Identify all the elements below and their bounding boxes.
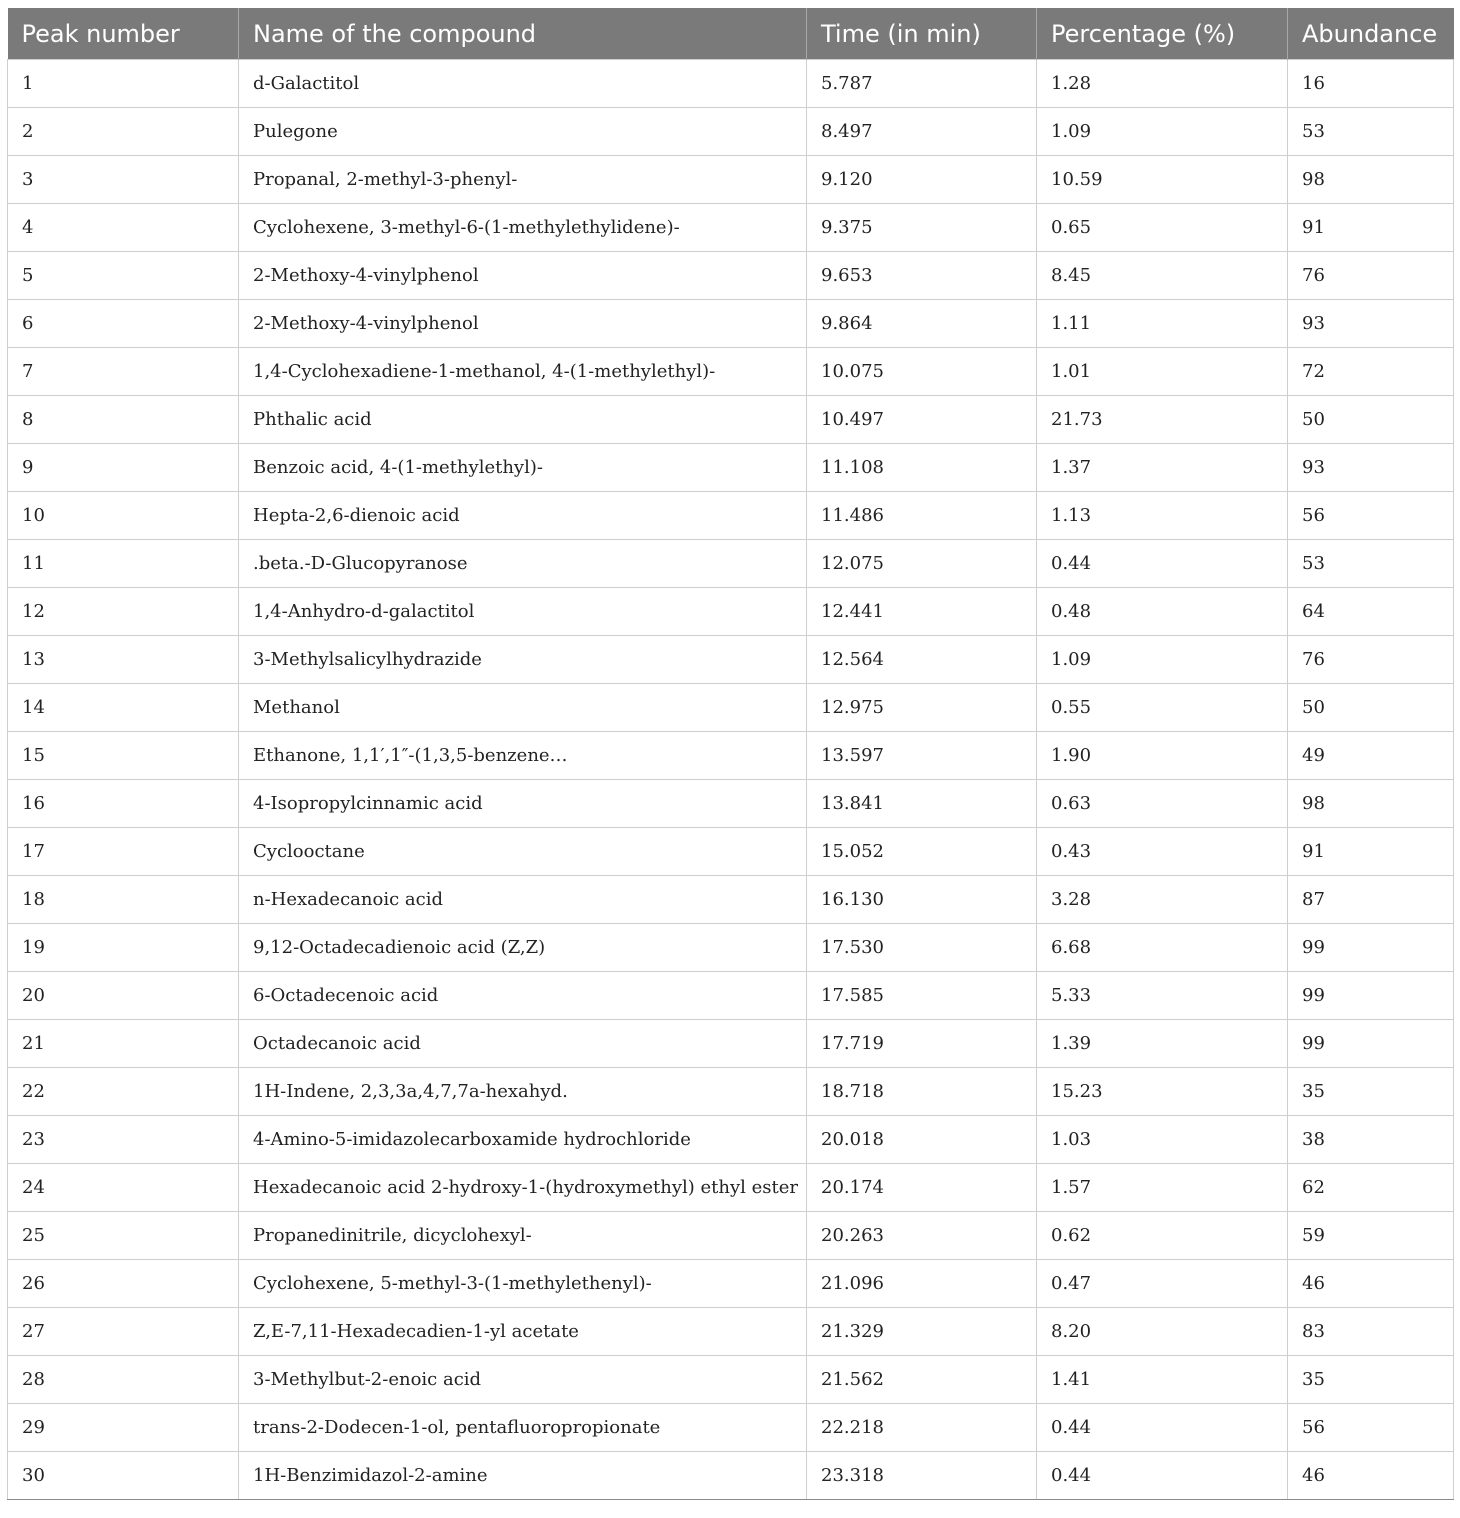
cell-compound-name: 3-Methylsalicylhydrazide	[239, 636, 807, 684]
cell-compound-name: 2-Methoxy-4-vinylphenol	[239, 300, 807, 348]
cell-time: 21.096	[807, 1260, 1037, 1308]
cell-time: 21.329	[807, 1308, 1037, 1356]
table-row	[8, 1260, 1454, 1308]
cell-time: 9.375	[807, 204, 1037, 252]
cell-compound-name: d-Galactitol	[239, 60, 807, 108]
header-abundance: Abundance	[1288, 8, 1454, 60]
cell-peak-number: 26	[8, 1260, 239, 1308]
cell-abundance: 99	[1288, 1020, 1454, 1068]
table-row	[8, 1356, 1454, 1404]
header-percentage: Percentage (%)	[1037, 8, 1288, 60]
cell-percentage: 1.01	[1037, 348, 1288, 396]
cell-abundance: 16	[1288, 60, 1454, 108]
table-row	[8, 252, 1454, 300]
cell-compound-name: 3-Methylbut-2-enoic acid	[239, 1356, 807, 1404]
cell-compound-name: Cyclohexene, 3-methyl-6-(1-methylethylidene)-	[239, 204, 807, 252]
cell-abundance: 87	[1288, 876, 1454, 924]
table-row	[8, 972, 1454, 1020]
cell-compound-name: Propanal, 2-methyl-3-phenyl-	[239, 156, 807, 204]
header-peak-number: Peak number	[8, 8, 239, 60]
cell-abundance: 62	[1288, 1164, 1454, 1212]
cell-peak-number: 24	[8, 1164, 239, 1212]
cell-abundance: 83	[1288, 1308, 1454, 1356]
cell-time: 20.263	[807, 1212, 1037, 1260]
cell-percentage: 0.47	[1037, 1260, 1288, 1308]
cell-peak-number: 21	[8, 1020, 239, 1068]
header-time: Time (in min)	[807, 8, 1037, 60]
cell-percentage: 1.57	[1037, 1164, 1288, 1212]
cell-time: 12.564	[807, 636, 1037, 684]
cell-time: 23.318	[807, 1452, 1037, 1500]
cell-peak-number: 5	[8, 252, 239, 300]
cell-compound-name: Hexadecanoic acid 2-hydroxy-1-(hydroxymethyl) ethyl ester	[239, 1164, 807, 1212]
cell-abundance: 91	[1288, 828, 1454, 876]
cell-peak-number: 2	[8, 108, 239, 156]
cell-peak-number: 27	[8, 1308, 239, 1356]
table-row	[8, 1164, 1454, 1212]
table-row	[8, 348, 1454, 396]
table-row	[8, 540, 1454, 588]
cell-time: 17.719	[807, 1020, 1037, 1068]
cell-percentage: 3.28	[1037, 876, 1288, 924]
table-row	[8, 1068, 1454, 1116]
cell-percentage: 8.45	[1037, 252, 1288, 300]
table-row	[8, 1212, 1454, 1260]
cell-compound-name: trans-2-Dodecen-1-ol, pentafluoropropionate	[239, 1404, 807, 1452]
cell-time: 8.497	[807, 108, 1037, 156]
cell-compound-name: Octadecanoic acid	[239, 1020, 807, 1068]
cell-compound-name: Pulegone	[239, 108, 807, 156]
table-header-row	[8, 8, 1454, 60]
table-row	[8, 924, 1454, 972]
table-row	[8, 396, 1454, 444]
cell-abundance: 46	[1288, 1260, 1454, 1308]
cell-abundance: 56	[1288, 1404, 1454, 1452]
cell-abundance: 76	[1288, 252, 1454, 300]
cell-peak-number: 28	[8, 1356, 239, 1404]
cell-time: 10.075	[807, 348, 1037, 396]
table-row	[8, 156, 1454, 204]
cell-peak-number: 14	[8, 684, 239, 732]
cell-abundance: 35	[1288, 1356, 1454, 1404]
cell-percentage: 0.65	[1037, 204, 1288, 252]
cell-time: 9.653	[807, 252, 1037, 300]
cell-abundance: 59	[1288, 1212, 1454, 1260]
cell-abundance: 98	[1288, 780, 1454, 828]
table-row	[8, 588, 1454, 636]
cell-percentage: 1.90	[1037, 732, 1288, 780]
cell-compound-name: 1H-Benzimidazol-2-amine	[239, 1452, 807, 1500]
cell-compound-name: Ethanone, 1,1′,1″-(1,3,5-benzene…	[239, 732, 807, 780]
compound-table-container	[7, 8, 1453, 1500]
table-row	[8, 60, 1454, 108]
cell-percentage: 1.39	[1037, 1020, 1288, 1068]
cell-percentage: 0.63	[1037, 780, 1288, 828]
cell-time: 16.130	[807, 876, 1037, 924]
table-row	[8, 492, 1454, 540]
cell-abundance: 53	[1288, 540, 1454, 588]
cell-percentage: 1.09	[1037, 108, 1288, 156]
cell-percentage: 0.44	[1037, 1452, 1288, 1500]
cell-compound-name: Cyclooctane	[239, 828, 807, 876]
cell-time: 9.864	[807, 300, 1037, 348]
cell-time: 12.441	[807, 588, 1037, 636]
cell-time: 18.718	[807, 1068, 1037, 1116]
cell-compound-name: 1,4-Anhydro-d-galactitol	[239, 588, 807, 636]
cell-time: 20.174	[807, 1164, 1037, 1212]
cell-abundance: 50	[1288, 396, 1454, 444]
cell-compound-name: .beta.-D-Glucopyranose	[239, 540, 807, 588]
header-compound-name: Name of the compound	[239, 8, 807, 60]
table-row	[8, 1116, 1454, 1164]
cell-abundance: 49	[1288, 732, 1454, 780]
cell-compound-name: 4-Amino-5-imidazolecarboxamide hydrochloride	[239, 1116, 807, 1164]
cell-peak-number: 7	[8, 348, 239, 396]
cell-percentage: 0.44	[1037, 540, 1288, 588]
cell-percentage: 1.28	[1037, 60, 1288, 108]
cell-time: 11.486	[807, 492, 1037, 540]
cell-percentage: 1.41	[1037, 1356, 1288, 1404]
cell-compound-name: Methanol	[239, 684, 807, 732]
table-row	[8, 444, 1454, 492]
cell-abundance: 76	[1288, 636, 1454, 684]
cell-percentage: 5.33	[1037, 972, 1288, 1020]
cell-abundance: 93	[1288, 300, 1454, 348]
table-row	[8, 684, 1454, 732]
cell-percentage: 6.68	[1037, 924, 1288, 972]
cell-percentage: 0.44	[1037, 1404, 1288, 1452]
cell-percentage: 0.48	[1037, 588, 1288, 636]
cell-abundance: 91	[1288, 204, 1454, 252]
cell-compound-name: Z,E-7,11-Hexadecadien-1-yl acetate	[239, 1308, 807, 1356]
cell-percentage: 0.43	[1037, 828, 1288, 876]
table-row	[8, 732, 1454, 780]
cell-peak-number: 17	[8, 828, 239, 876]
cell-time: 17.585	[807, 972, 1037, 1020]
cell-peak-number: 23	[8, 1116, 239, 1164]
cell-compound-name: n-Hexadecanoic acid	[239, 876, 807, 924]
cell-peak-number: 30	[8, 1452, 239, 1500]
cell-abundance: 99	[1288, 924, 1454, 972]
cell-peak-number: 4	[8, 204, 239, 252]
table-row	[8, 1452, 1454, 1500]
cell-compound-name: Benzoic acid, 4-(1-methylethyl)-	[239, 444, 807, 492]
table-row	[8, 1308, 1454, 1356]
cell-compound-name: 6-Octadecenoic acid	[239, 972, 807, 1020]
cell-percentage: 8.20	[1037, 1308, 1288, 1356]
cell-abundance: 93	[1288, 444, 1454, 492]
cell-abundance: 98	[1288, 156, 1454, 204]
cell-peak-number: 11	[8, 540, 239, 588]
cell-percentage: 1.13	[1037, 492, 1288, 540]
cell-compound-name: Hepta-2,6-dienoic acid	[239, 492, 807, 540]
cell-peak-number: 3	[8, 156, 239, 204]
table-row	[8, 300, 1454, 348]
cell-time: 17.530	[807, 924, 1037, 972]
table-row	[8, 636, 1454, 684]
table-row	[8, 828, 1454, 876]
table-row	[8, 1020, 1454, 1068]
cell-peak-number: 8	[8, 396, 239, 444]
cell-abundance: 99	[1288, 972, 1454, 1020]
cell-percentage: 21.73	[1037, 396, 1288, 444]
cell-time: 20.018	[807, 1116, 1037, 1164]
cell-abundance: 35	[1288, 1068, 1454, 1116]
cell-percentage: 15.23	[1037, 1068, 1288, 1116]
cell-peak-number: 1	[8, 60, 239, 108]
cell-percentage: 1.03	[1037, 1116, 1288, 1164]
cell-time: 13.597	[807, 732, 1037, 780]
cell-peak-number: 6	[8, 300, 239, 348]
cell-percentage: 1.37	[1037, 444, 1288, 492]
cell-percentage: 0.55	[1037, 684, 1288, 732]
cell-peak-number: 19	[8, 924, 239, 972]
cell-peak-number: 20	[8, 972, 239, 1020]
cell-percentage: 10.59	[1037, 156, 1288, 204]
compound-table	[7, 8, 1454, 1500]
cell-peak-number: 15	[8, 732, 239, 780]
cell-compound-name: Cyclohexene, 5-methyl-3-(1-methylethenyl)-	[239, 1260, 807, 1308]
cell-compound-name: 9,12-Octadecadienoic acid (Z,Z)	[239, 924, 807, 972]
cell-time: 12.075	[807, 540, 1037, 588]
cell-time: 13.841	[807, 780, 1037, 828]
cell-percentage: 1.11	[1037, 300, 1288, 348]
cell-compound-name: 1,4-Cyclohexadiene-1-methanol, 4-(1-methylethyl)-	[239, 348, 807, 396]
cell-compound-name: Propanedinitrile, dicyclohexyl-	[239, 1212, 807, 1260]
cell-abundance: 64	[1288, 588, 1454, 636]
cell-peak-number: 29	[8, 1404, 239, 1452]
cell-time: 10.497	[807, 396, 1037, 444]
cell-time: 22.218	[807, 1404, 1037, 1452]
cell-abundance: 46	[1288, 1452, 1454, 1500]
cell-peak-number: 13	[8, 636, 239, 684]
cell-abundance: 56	[1288, 492, 1454, 540]
cell-abundance: 50	[1288, 684, 1454, 732]
cell-peak-number: 22	[8, 1068, 239, 1116]
table-row	[8, 204, 1454, 252]
table-body	[8, 60, 1454, 1500]
cell-peak-number: 18	[8, 876, 239, 924]
cell-compound-name: 4-Isopropylcinnamic acid	[239, 780, 807, 828]
table-row	[8, 780, 1454, 828]
cell-peak-number: 12	[8, 588, 239, 636]
table-row	[8, 1404, 1454, 1452]
table-row	[8, 108, 1454, 156]
table-row	[8, 876, 1454, 924]
cell-compound-name: Phthalic acid	[239, 396, 807, 444]
cell-percentage: 0.62	[1037, 1212, 1288, 1260]
cell-peak-number: 10	[8, 492, 239, 540]
cell-compound-name: 1H-Indene, 2,3,3a,4,7,7a-hexahyd.	[239, 1068, 807, 1116]
cell-time: 21.562	[807, 1356, 1037, 1404]
cell-compound-name: 2-Methoxy-4-vinylphenol	[239, 252, 807, 300]
cell-time: 15.052	[807, 828, 1037, 876]
cell-abundance: 72	[1288, 348, 1454, 396]
cell-abundance: 38	[1288, 1116, 1454, 1164]
cell-peak-number: 16	[8, 780, 239, 828]
cell-peak-number: 9	[8, 444, 239, 492]
cell-percentage: 1.09	[1037, 636, 1288, 684]
cell-time: 11.108	[807, 444, 1037, 492]
cell-abundance: 53	[1288, 108, 1454, 156]
cell-time: 12.975	[807, 684, 1037, 732]
cell-peak-number: 25	[8, 1212, 239, 1260]
cell-time: 9.120	[807, 156, 1037, 204]
cell-time: 5.787	[807, 60, 1037, 108]
